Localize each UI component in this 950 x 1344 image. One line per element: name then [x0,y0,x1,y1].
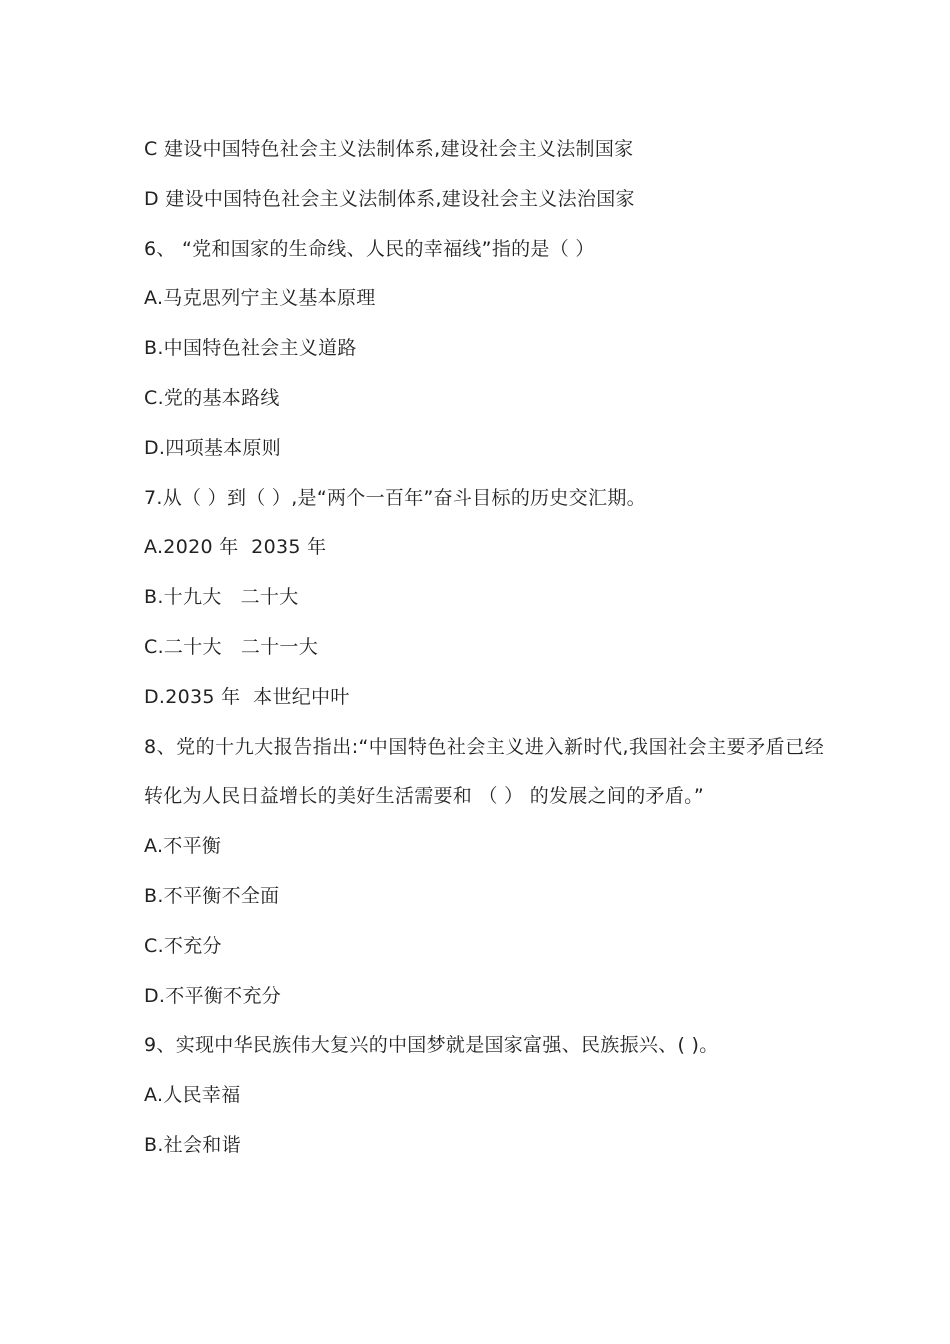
question-6: 6、 “党和国家的生命线、人民的幸福线”指的是（ ） [144,237,595,260]
question-9: 9、实现中华民族伟大复兴的中国梦就是国家富强、民族振兴、( )。 [144,1034,719,1057]
question-7: 7.从（ ）到（ ）,是“两个一百年”奋斗目标的历史交汇期。 [144,486,646,509]
q8-option-d: D.不平衡不充分 [144,984,282,1007]
q6-option-d: D.四项基本原则 [144,436,282,459]
q5-option-c: C 建设中国特色社会主义法制体系,建设社会主义法制国家 [144,138,634,160]
q6-option-c: C.党的基本路线 [144,386,280,409]
q8-option-a: A.不平衡 [144,835,222,858]
q8-option-c: C.不充分 [144,934,222,957]
q6-option-a: A.马克思列宁主义基本原理 [144,287,376,310]
q9-option-a: A.人民幸福 [144,1084,241,1107]
q7-option-d: D.2035 年 本世纪中叶 [144,685,350,708]
q7-option-c: C.二十大 二十一大 [144,635,319,658]
q8-option-b: B.不平衡不全面 [144,884,280,907]
q5-option-d: D 建设中国特色社会主义法制体系,建设社会主义法治国家 [144,187,635,210]
q9-option-b: B.社会和谐 [144,1133,241,1156]
question-8: 8、党的十九大报告指出:“中国特色社会主义进入新时代,我国社会主要矛盾已经转化为人民日益增长的美好生活需要和 （ ） 的发展之间的矛盾。” [144,735,824,808]
q7-option-a: A.2020 年 2035 年 [144,536,327,559]
q6-option-b: B.中国特色社会主义道路 [144,337,357,360]
document-content [144,125,824,1171]
q7-option-b: B.十九大 二十大 [144,586,299,609]
